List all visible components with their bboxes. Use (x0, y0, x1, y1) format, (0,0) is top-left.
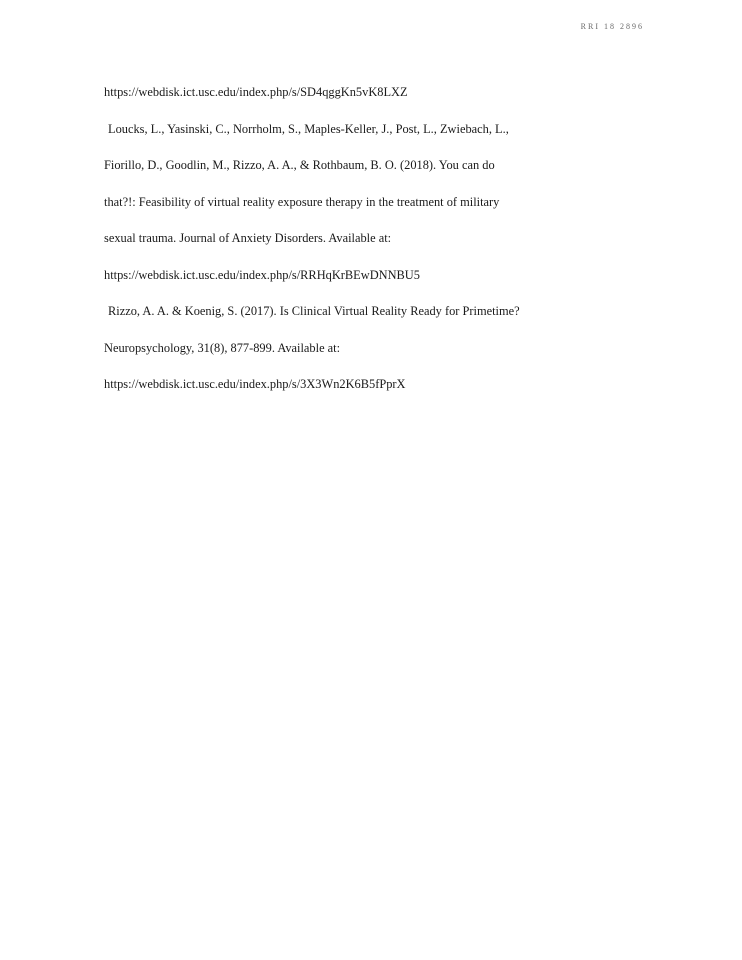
reference-line: Neuropsychology, 31(8), 877-899. Available at: (104, 340, 341, 355)
references-list (104, 86, 624, 415)
reference-url-line: https://webdisk.ict.usc.edu/index.php/s/RRHqKrBEwDNNBU5 (104, 267, 420, 282)
reference-line: Fiorillo, D., Goodlin, M., Rizzo, A. A., & Rothbaum, B. O. (2018). You can do (104, 158, 495, 172)
reference-url-line: https://webdisk.ict.usc.edu/index.php/s/SD4qggKn5vK8LXZ (104, 85, 408, 99)
reference-line: that?!: Feasibility of virtual reality exposure therapy in the treatment of military (104, 194, 500, 209)
reference-line: Loucks, L., Yasinski, C., Norrholm, S., Maples-Keller, J., Post, L., Zwiebach, L., (108, 121, 509, 136)
reference-url-line: https://webdisk.ict.usc.edu/index.php/s/3X3Wn2K6B5fPprX (104, 377, 406, 391)
page-number: RRI 18 2896 (580, 22, 644, 31)
reference-line: Rizzo, A. A. & Koenig, S. (2017). Is Clinical Virtual Reality Ready for Primetime? (108, 304, 520, 318)
reference-line: sexual trauma. Journal of Anxiety Disorders. Available at: (104, 231, 392, 245)
